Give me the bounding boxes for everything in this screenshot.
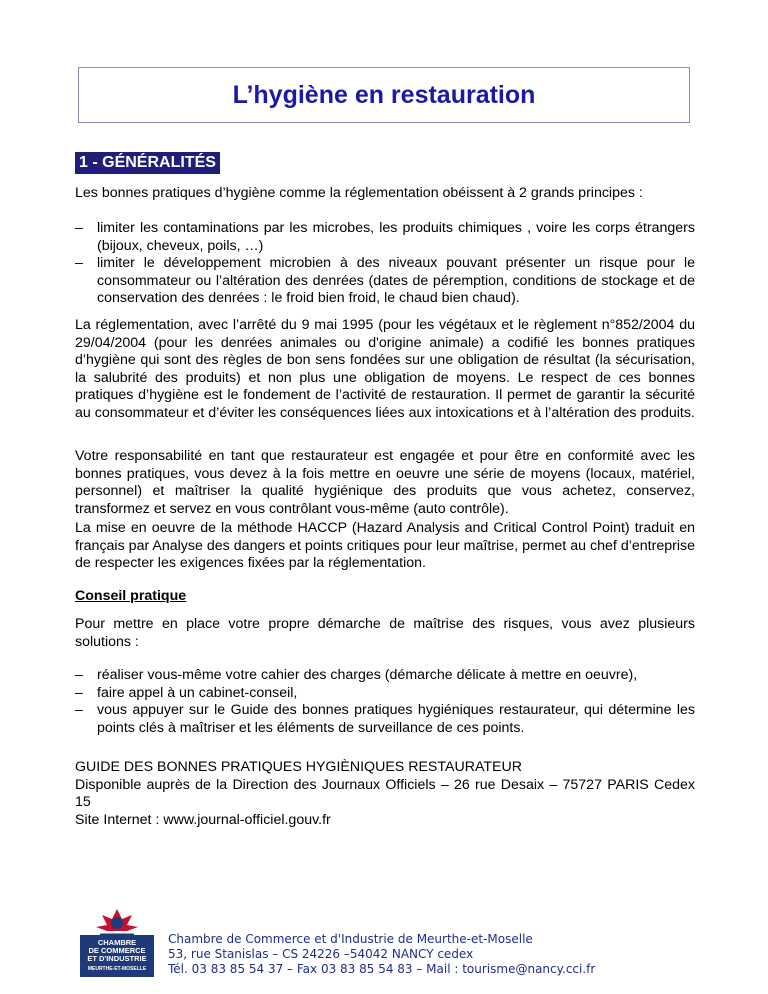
solutions-list (75, 667, 695, 737)
cci-logo: CHAMBRE DE COMMERCE ET D'INDUSTRIE MEURTHE-ET-MOSELLE (80, 905, 154, 977)
cci-emblem-icon (80, 905, 154, 937)
intro-text: Les bonnes pratiques d’hygiène comme la réglementation obéissent à 2 grands principes : (75, 185, 643, 201)
list-item: – limiter le développement microbien à des niveaux pouvant présenter un risque pour le consommateur ou l’altération des denrées (dates de péremption, conditions de stockage et de conservation des denrées : le froid bien froid, le chaud bien chaud). (75, 255, 695, 307)
conseil-intro: Pour mettre en place votre propre démarche de maîtrise des risques, vous avez plusieurs solutions : (75, 616, 695, 650)
footer-org: Chambre de Commerce et d'Industrie de Meurthe-et-Moselle (168, 932, 533, 946)
footer-contact (168, 932, 595, 977)
guide-block (75, 759, 695, 829)
principles-list (75, 220, 695, 308)
guide-availability: Disponible auprès de la Direction des Journaux Officiels – 26 rue Desaix – 75727 PARIS Cedex 15 (75, 776, 695, 811)
list-item: – limiter les contaminations par les microbes, les produits chimiques , voire les corps étrangers (bijoux, cheveux, poils, …) (75, 220, 695, 254)
footer-phone-mail: Tél. 03 83 85 54 37 – Fax 03 83 85 54 83 – Mail : tourisme@nancy.cci.fr (168, 962, 596, 976)
list-item: – vous appuyer sur le Guide des bonnes pratiques hygiéniques restaurateur, qui détermine les points clés à maîtriser et les éléments de surveillance de ces points. (75, 702, 695, 736)
title-box (78, 67, 690, 123)
paragraph-haccp: La mise en oeuvre de la méthode HACCP (Hazard Analysis and Critical Control Point) traduit en français par Analyse des dangers et points critiques pour leur maîtrise, permet au chef d’entreprise de respecter les exigences fixées par la réglementation. (75, 520, 695, 572)
paragraph-responsabilite: Votre responsabilité en tant que restaurateur est engagée et pour être en conformité avec les bonnes pratiques, vous devez à la fois mettre en oeuvre une série de moyens (locaux, matériel, personnel) et maîtriser la qualité hygiénique des produits que vous achetez, conservez, transformez et servez en vous contrôlant vous-même (auto contrôle). (75, 448, 695, 517)
paragraph-reglementation: La réglementation, avec l’arrêté du 9 mai 1995 (pour les végétaux et le règlement n°852/2004 du 29/04/2004 (pour les denrées animales ou d'origine animale) a codifié les bonnes pratiques d’hygiène qui sont des règles de bon sens fondées sur une obligation de résultat (la sécurisation, la salubrité des produits) et non plus une obligation de moyens. Le respect de ces bonnes pratiques d’hygiène est le fondement de l’activité de restauration. Il permet de garantir la sécurité au consommateur et d’éviter les conséquences liées aux intoxications et à l’altération des produits. (75, 317, 695, 421)
section-heading-generalites: 1 - GÉNÉRALITÉS (75, 152, 220, 174)
page-title: L’hygiène en restauration (232, 80, 536, 109)
footer (80, 905, 700, 980)
list-item: – réaliser vous-même votre cahier des charges (démarche délicate à mettre en oeuvre), (75, 667, 638, 683)
guide-title: GUIDE DES BONNES PRATIQUES HYGIÈNIQUES RESTAURATEUR (75, 759, 522, 775)
conseil-heading: Conseil pratique (75, 588, 187, 604)
list-item: – faire appel à un cabinet-conseil, (75, 684, 298, 701)
footer-address: 53, rue Stanislas – CS 24226 –54042 NANCY cedex (168, 947, 474, 961)
guide-website: Site Internet : www.journal-officiel.gouv.fr (75, 811, 331, 828)
